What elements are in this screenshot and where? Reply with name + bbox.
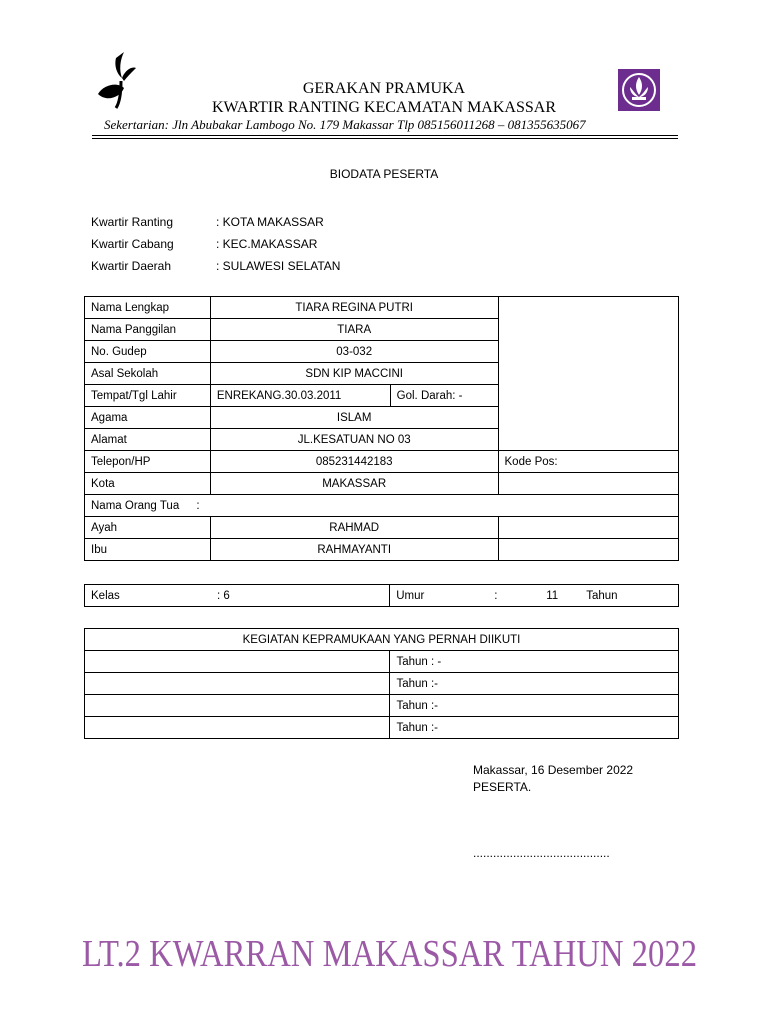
agama-value: ISLAM bbox=[210, 407, 498, 429]
kwartir-daerah-value: : SULAWESI SELATAN bbox=[216, 259, 341, 273]
org-name: GERAKAN PRAMUKA bbox=[302, 80, 466, 97]
kwartir-ranting-value: : KOTA MAKASSAR bbox=[216, 215, 324, 229]
kegiatan-name bbox=[85, 651, 390, 673]
telepon-label: Telepon/HP bbox=[85, 451, 211, 473]
asal-sekolah-value: SDN KIP MACCINI bbox=[210, 363, 498, 385]
alamat-value: JL.KESATUAN NO 03 bbox=[210, 429, 498, 451]
table-row bbox=[85, 495, 679, 517]
table-row bbox=[85, 451, 679, 473]
secretariat-address: Sekertarian: Jln Abubakar Lambogo No. 179 Makassar Tlp 085156011268 – 081355635067 bbox=[104, 117, 586, 132]
umur-label: Umur bbox=[396, 589, 425, 602]
ibu-value: RAHMAYANTI bbox=[210, 539, 498, 561]
nama-lengkap-value: TIARA REGINA PUTRI bbox=[210, 297, 498, 319]
nama-panggilan-label: Nama Panggilan bbox=[85, 319, 211, 341]
kwartir-ranting-label: Kwartir Ranting bbox=[91, 215, 174, 229]
kelas-cell bbox=[85, 585, 390, 607]
table-row bbox=[85, 629, 679, 651]
umur-value: 11 bbox=[546, 589, 559, 602]
table-row bbox=[85, 717, 679, 739]
alamat-label: Alamat bbox=[85, 429, 211, 451]
table-row bbox=[85, 651, 679, 673]
asal-sekolah-label: Asal Sekolah bbox=[85, 363, 211, 385]
table-row bbox=[85, 539, 679, 561]
table-row bbox=[85, 473, 679, 495]
kegiatan-name bbox=[85, 717, 390, 739]
kode-pos-label: Kode Pos: bbox=[498, 451, 678, 473]
kelas-label: Kelas bbox=[91, 589, 120, 602]
umur-colon: : bbox=[494, 589, 498, 602]
kelas-umur-table bbox=[84, 584, 679, 607]
footer-banner: LT.2 KWARRAN MAKASSAR TAHUN 2022 bbox=[82, 933, 698, 975]
no-gudep-label: No. Gudep bbox=[85, 341, 211, 363]
table-row bbox=[85, 517, 679, 539]
kegiatan-tahun: Tahun : - bbox=[390, 651, 679, 673]
page-title: BIODATA PESERTA bbox=[329, 167, 439, 181]
table-row bbox=[85, 673, 679, 695]
tahun-label: Tahun bbox=[586, 589, 618, 602]
table-row bbox=[85, 297, 679, 319]
orang-tua-label: Nama Orang Tua bbox=[91, 499, 180, 512]
kota-extra bbox=[498, 473, 678, 495]
ayah-extra bbox=[498, 517, 678, 539]
ayah-value: RAHMAD bbox=[210, 517, 498, 539]
kota-value: MAKASSAR bbox=[210, 473, 498, 495]
ttl-value: ENREKANG.30.03.2011 bbox=[210, 385, 390, 407]
signature-role: PESERTA. bbox=[473, 780, 532, 794]
kwartir-cabang-label: Kwartir Cabang bbox=[91, 237, 174, 251]
agama-label: Agama bbox=[85, 407, 211, 429]
kegiatan-tahun: Tahun :- bbox=[390, 673, 679, 695]
umur-cell bbox=[390, 585, 679, 607]
kelas-value: : 6 bbox=[217, 589, 230, 602]
gol-darah: Gol. Darah: - bbox=[390, 385, 498, 407]
signature-place-date: Makassar, 16 Desember 2022 bbox=[473, 763, 634, 777]
kegiatan-name bbox=[85, 673, 390, 695]
photo-box bbox=[498, 297, 678, 451]
kegiatan-tahun: Tahun :- bbox=[390, 695, 679, 717]
header-divider-top bbox=[92, 135, 678, 136]
kegiatan-table bbox=[84, 628, 679, 739]
ttl-label: Tempat/Tgl Lahir bbox=[85, 385, 211, 407]
orang-tua-colon: : bbox=[196, 499, 200, 512]
nama-lengkap-label: Nama Lengkap bbox=[85, 297, 211, 319]
kota-label: Kota bbox=[85, 473, 211, 495]
kegiatan-title: KEGIATAN KEPRAMUKAAN YANG PERNAH DIIKUTI bbox=[85, 629, 679, 651]
ibu-label: Ibu bbox=[85, 539, 211, 561]
unit-name: KWARTIR RANTING KECAMATAN MAKASSAR bbox=[212, 99, 556, 116]
biodata-table bbox=[84, 296, 679, 561]
no-gudep-value: 03-032 bbox=[210, 341, 498, 363]
table-row bbox=[85, 695, 679, 717]
ibu-extra bbox=[498, 539, 678, 561]
orang-tua-row bbox=[85, 495, 679, 517]
nama-panggilan-value: TIARA bbox=[210, 319, 498, 341]
kwartir-cabang-value: : KEC.MAKASSAR bbox=[216, 237, 318, 251]
kegiatan-name bbox=[85, 695, 390, 717]
telepon-value: 085231442183 bbox=[210, 451, 498, 473]
kwartir-daerah-label: Kwartir Daerah bbox=[91, 259, 172, 273]
signature-line: ......................................... bbox=[473, 846, 610, 860]
header-divider-bottom bbox=[92, 138, 678, 139]
ayah-label: Ayah bbox=[85, 517, 211, 539]
kegiatan-tahun: Tahun :- bbox=[390, 717, 679, 739]
table-row bbox=[85, 585, 679, 607]
